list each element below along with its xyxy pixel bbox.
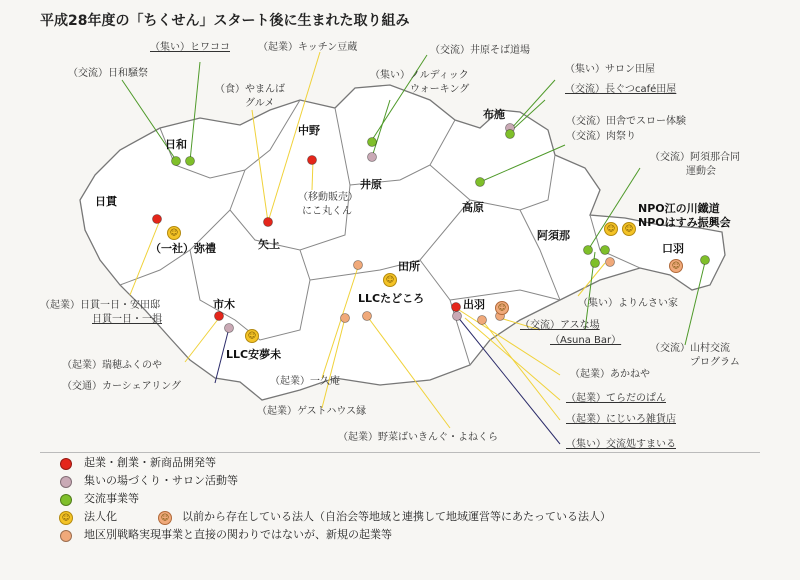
corporation-smiley-icon: ☺ xyxy=(383,273,397,287)
new-business-dot xyxy=(363,312,372,321)
business-dot xyxy=(308,156,317,165)
gathering-dot xyxy=(225,324,234,333)
page-title: 平成28年度の「ちくせん」スタート後に生まれた取り組み xyxy=(40,13,410,29)
place-yakami: 矢上 xyxy=(258,238,280,251)
corp-llc-tadokoro: LLCたどころ xyxy=(358,292,425,305)
place-ichigi: 市木 xyxy=(213,298,235,311)
label-mizuho-fukunoya: （起業）瑞穂ふくのや xyxy=(62,360,162,371)
label-salon-taya: （集い）サロン田屋 xyxy=(565,64,655,75)
label-akaneya: （起業）あかねや xyxy=(570,369,650,380)
exchange-dot xyxy=(584,246,593,255)
corporation-smiley-icon: ☺ xyxy=(167,226,181,240)
exchange-dot xyxy=(368,138,377,147)
exchange-dot xyxy=(591,259,600,268)
place-kuchiba: 口羽 xyxy=(662,242,684,255)
exchange-dot xyxy=(601,246,610,255)
corporation-smiley-icon: ☺ xyxy=(622,222,636,236)
exchange-dot xyxy=(172,157,181,166)
corporation-smiley-icon: ☺ xyxy=(245,329,259,343)
exchange-dot xyxy=(506,130,515,139)
corp-llc-anmumi: LLC安夢未 xyxy=(226,348,282,361)
place-ihara: 井原 xyxy=(360,178,382,191)
business-dot xyxy=(452,303,461,312)
business-dot xyxy=(153,215,162,224)
place-nakano: 中野 xyxy=(298,124,320,137)
label-yamanba-2: グルメ xyxy=(245,98,275,109)
label-ido-hanbai: （移動販売） xyxy=(298,192,358,203)
label-asuna-ba-1: （交流）アスな場 xyxy=(520,320,600,331)
legend-text: 以前から存在している法人（自治会等地域と連携して地域運営等にあたっている法人） xyxy=(182,510,611,523)
new-business-dot xyxy=(606,258,615,267)
label-niku-matsuri: （交流）肉祭り xyxy=(566,131,636,142)
new-business-dot xyxy=(478,316,487,325)
place-takahara: 高原 xyxy=(462,201,484,214)
corp-iyare: （一社）弥禮 xyxy=(150,242,216,255)
gathering-dot xyxy=(368,153,377,162)
leader-line xyxy=(482,320,560,420)
place-fuse: 布施 xyxy=(483,108,505,121)
label-inaka-slow: （交流）田舎でスロー体験 xyxy=(566,116,686,127)
label-yorinsai: （集い）よりんさい家 xyxy=(578,298,678,309)
legend-smiley-existing-icon: ☺ xyxy=(158,511,172,525)
label-hiwa-matsuri: （交流）日和騒祭 xyxy=(68,68,148,79)
label-nordic-1: （集い）ノルディック xyxy=(370,70,469,81)
legend-text: 集いの場づくり・サロン活動等 xyxy=(84,474,238,487)
legend-divider xyxy=(40,452,760,453)
corporation-smiley-icon: ☺ xyxy=(604,222,618,236)
exchange-dot xyxy=(701,256,710,265)
legend-text: 地区別戦略実現事業と直接の関わりではないが、新規の起業等 xyxy=(84,528,392,541)
place-hiwa: 日和 xyxy=(165,138,187,151)
label-yasai-viking: （起業）野菜ばいきんぐ・よねくら xyxy=(338,432,498,443)
label-sanson-1: （交流）山村交流 xyxy=(650,343,730,354)
gathering-dot xyxy=(453,312,462,321)
label-kitchen-mamezo: （起業）キッチン豆蔵 xyxy=(258,42,358,53)
label-guesthouse-en: （起業）ゲストハウス縁 xyxy=(257,406,367,417)
label-nagagutsu-cafe: （交流）長ぐつcafé田屋 xyxy=(565,84,677,95)
business-dot xyxy=(215,312,224,321)
label-hinuki-ichinichi-2: 日貫一日・一揖 xyxy=(92,314,162,325)
label-car-sharing: （交通）カーシェアリング xyxy=(62,381,181,392)
corp-npo-gounokawa: NPO江の川鐵道 xyxy=(638,202,720,215)
label-teradano-pan: （起業）てらだのぱん xyxy=(566,393,666,404)
place-hinuki: 日貫 xyxy=(95,195,117,208)
place-izuha: 出羽 xyxy=(463,298,485,311)
label-nijiiro-zakka: （起業）にじいろ雑貨店 xyxy=(566,414,676,425)
label-ihara-soba: （交流）井原そば道場 xyxy=(430,45,530,56)
label-nikomaru: にこ丸くん xyxy=(302,206,352,217)
business-dot xyxy=(264,218,273,227)
label-koryudokoro-smile: （集い）交流処すまいる xyxy=(566,439,676,450)
existing-corporation-smiley-icon: ☺ xyxy=(669,259,683,273)
exchange-dot xyxy=(186,157,195,166)
place-tadokoro: 田所 xyxy=(398,260,420,273)
legend-text: 起業・創業・新商品開発等 xyxy=(84,456,216,469)
place-asuna: 阿須那 xyxy=(537,229,570,242)
legend-dot-icon xyxy=(60,494,72,506)
legend-dot-icon xyxy=(60,458,72,470)
legend-text: 法人化 xyxy=(84,510,117,523)
label-hiwakoko: （集い）ヒワココ xyxy=(150,42,230,53)
exchange-dot xyxy=(476,178,485,187)
legend-text: 交流事業等 xyxy=(84,492,139,505)
legend-smiley-icon: ☺ xyxy=(59,511,73,525)
label-asuna-ba-2: （Asuna Bar） xyxy=(550,335,622,346)
legend-dot-icon xyxy=(60,476,72,488)
label-ikkyuan: （起業）一久庵 xyxy=(270,376,340,387)
label-sanson-2: プログラム xyxy=(690,357,740,368)
label-asuna-godo-2: 運動会 xyxy=(686,166,716,177)
label-yamanba-1: （食）やまんば xyxy=(215,84,285,95)
label-asuna-godo-1: （交流）阿須那合同 xyxy=(650,152,740,163)
corp-npo-hasumi: NPOはすみ振興会 xyxy=(638,216,731,229)
new-business-dot xyxy=(354,261,363,270)
existing-corporation-smiley-icon: ☺ xyxy=(495,301,509,315)
label-nordic-2: ウォーキング xyxy=(410,84,470,95)
leader-line xyxy=(457,316,560,444)
new-business-dot xyxy=(341,314,350,323)
legend-dot-icon xyxy=(60,530,72,542)
label-hinuki-ichinichi-1: （起業）日貫一日・安田邸 xyxy=(40,300,160,311)
